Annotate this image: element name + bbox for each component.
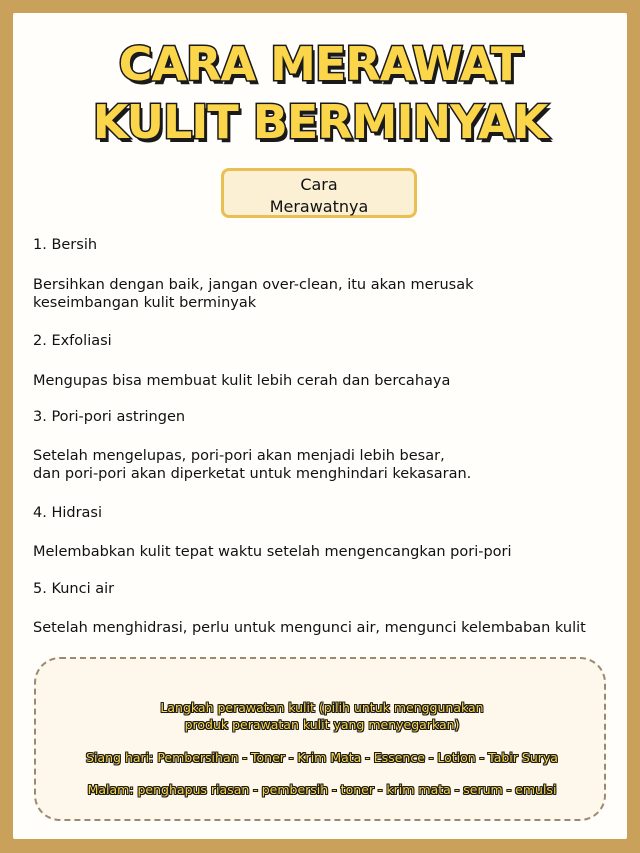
routine-intro-line-2: produk perawatan kulit yang menyegarkan) [184, 717, 460, 732]
step-3-desc-line-1: Setelah mengelupas, pori-pori akan menjadi lebih besar, [33, 448, 445, 464]
routine-intro-line-1: Langkah perawatan kulit (pilih untuk menggunakan [160, 700, 484, 715]
routine-box [34, 657, 606, 821]
routine-day: Siang hari: Pembersihan - Toner - Krim Mata - Essence - Lotion - Tabir Surya [86, 750, 558, 765]
badge-line-1: Cara [300, 175, 338, 194]
section-badge [221, 168, 417, 218]
step-2-heading: 2. Exfoliasi [33, 333, 112, 349]
step-3-desc-line-2: dan pori-pori akan diperketat untuk menghindari kekasaran. [33, 466, 472, 482]
step-4-desc-line-1: Melembabkan kulit tepat waktu setelah mengencangkan pori-pori [33, 544, 512, 560]
step-1-heading: 1. Bersih [33, 237, 98, 253]
page-card [13, 13, 627, 839]
badge-line-2: Merawatnya [269, 197, 369, 216]
step-5-heading: 5. Kunci air [33, 581, 115, 597]
step-3-heading: 3. Pori-pori astringen [33, 409, 186, 425]
routine-night: Malam: penghapus riasan - pembersih - toner - krim mata - serum - emulsi [87, 782, 557, 797]
step-1-desc-line-2: keseimbangan kulit berminyak [33, 295, 257, 311]
step-2-desc-line-1: Mengupas bisa membuat kulit lebih cerah dan bercahaya [33, 373, 451, 389]
title-line-2: KULIT BERMINYAK [92, 95, 548, 149]
step-5-desc-line-1: Setelah menghidrasi, perlu untuk mengunci air, mengunci kelembaban kulit [33, 620, 586, 636]
title-line-1: CARA MERAWAT [118, 37, 522, 91]
step-4-heading: 4. Hidrasi [33, 505, 103, 521]
page-title [13, 35, 627, 151]
step-1-desc-line-1: Bersihkan dengan baik, jangan over-clean, itu akan merusak [33, 277, 474, 293]
